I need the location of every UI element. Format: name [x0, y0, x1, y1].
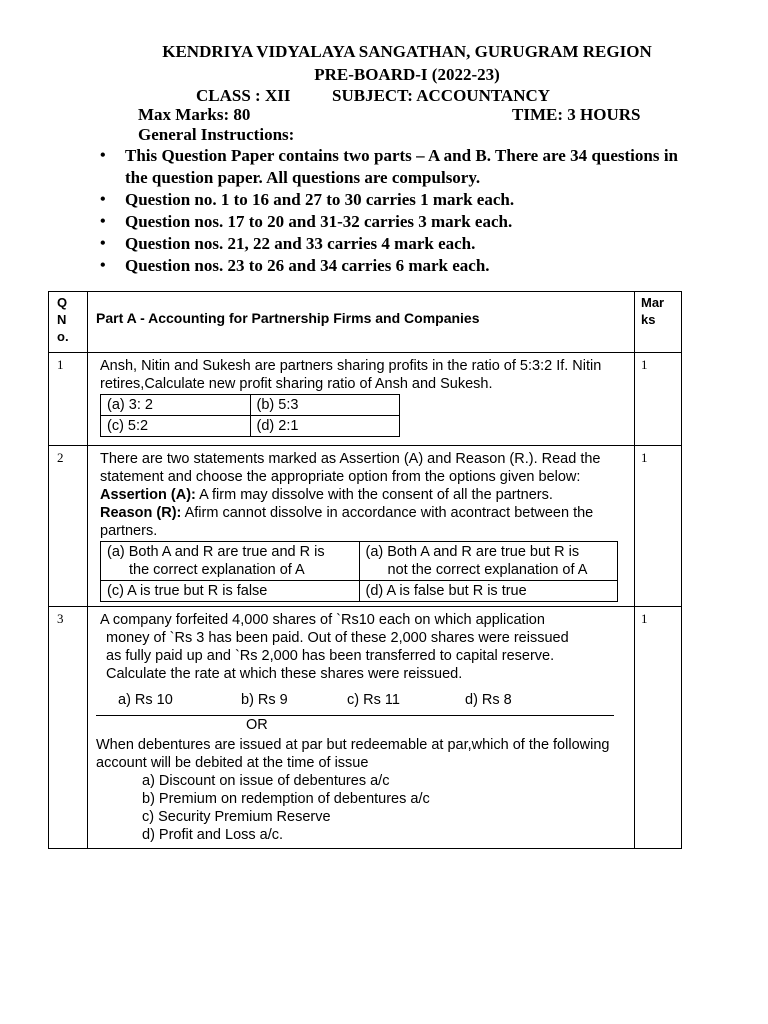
question-text: There are two statements marked as Assertion (A) and Reason (R.). Read the statement and choose the appropriate option from the options given below:	[100, 451, 601, 485]
alternate-option: a) Discount on issue of debentures a/c	[142, 773, 390, 789]
table-header-row	[49, 292, 682, 353]
assertion	[100, 486, 628, 504]
or-label: OR	[246, 717, 268, 733]
questions-table	[48, 291, 682, 849]
instruction-item: • Question nos. 23 to 26 and 34 carries 6 mark each.	[100, 255, 678, 277]
question-marks: 1	[635, 607, 682, 849]
question-marks: 1	[635, 446, 682, 607]
question-body	[88, 607, 635, 849]
qno-header	[49, 292, 88, 353]
school-name: KENDRIYA VIDYALAYA SANGATHAN, GURUGRAM REGION	[162, 42, 652, 61]
question-line: as fully paid up and `Rs 2,000 has been transferred to capital reserve.	[106, 648, 555, 664]
question-text: Ansh, Nitin and Sukesh are partners sharing profits in the ratio of 5:3:2 If. Nitin retires,Calculate new profit sharing ratio of Ansh and Sukesh.	[100, 358, 602, 392]
options-table	[100, 394, 400, 437]
alternate-option: c) Security Premium Reserve	[142, 809, 331, 825]
marks-header-line: Mar	[641, 295, 665, 310]
option-line: not the correct explanation of A	[387, 562, 588, 578]
qno-header-line: N	[57, 312, 67, 327]
option-c: (c) A is true but R is false	[101, 581, 360, 602]
alternate-option: b) Premium on redemption of debentures a/c	[142, 791, 430, 807]
question-row	[49, 446, 682, 607]
exam-title: PRE-BOARD-I (2022-23)	[314, 65, 500, 84]
option-b: b) Rs 9	[241, 692, 288, 708]
option-c: c) Rs 11	[347, 692, 400, 708]
question-number: 3	[49, 607, 88, 849]
class-label: CLASS : XII	[196, 86, 291, 105]
question-text	[96, 611, 628, 683]
question-row	[49, 607, 682, 849]
question-line: A company forfeited 4,000 shares of `Rs10 each on which application	[100, 612, 545, 628]
question-marks: 1	[635, 353, 682, 446]
reason	[100, 504, 628, 540]
question-body	[88, 353, 635, 446]
qno-header-line: Q	[57, 295, 68, 310]
option-c: (c) 5:2	[101, 416, 251, 437]
option-d: (d) 2:1	[250, 416, 400, 437]
question-number: 2	[49, 446, 88, 607]
assertion-text: A firm may dissolve with the consent of all the partners.	[195, 487, 553, 503]
alternate-options-list	[96, 772, 628, 844]
marks-time-line	[138, 105, 658, 125]
instruction-item: • This Question Paper contains two parts – A and B. There are 34 questions in the question paper. All questions are compulsory.	[100, 145, 678, 189]
time-label: TIME: 3 HOURS	[512, 105, 641, 124]
marks-header-line: ks	[641, 312, 656, 327]
instruction-item: • Question nos. 21, 22 and 33 carries 4 mark each.	[100, 233, 678, 255]
instructions-list	[100, 145, 678, 277]
instruction-item: • Question nos. 17 to 20 and 31-32 carries 3 mark each.	[100, 211, 678, 233]
reason-text: Afirm cannot dissolve in accordance with acontract between the partners.	[100, 505, 594, 539]
option-line: (a) Both A and R are true and R is	[107, 544, 325, 560]
subject-label: SUBJECT: ACCOUNTANCY	[332, 86, 551, 105]
instruction-item: • Question no. 1 to 16 and 27 to 30 carries 1 mark each.	[100, 189, 678, 211]
alternate-option: d) Profit and Loss a/c.	[142, 827, 284, 843]
question-number: 1	[49, 353, 88, 446]
option-a	[101, 542, 360, 581]
part-title: Part A - Accounting for Partnership Firms and Companies	[88, 292, 635, 353]
option-b	[359, 542, 618, 581]
option-line: the correct explanation of A	[129, 562, 305, 578]
option-d: d) Rs 8	[465, 692, 512, 708]
option-b: (b) 5:3	[250, 395, 400, 416]
question-line: money of `Rs 3 has been paid. Out of these 2,000 shares were reissued	[106, 630, 569, 646]
class-subject-line	[196, 86, 676, 106]
qno-header-line: o.	[57, 329, 69, 344]
question-row	[49, 353, 682, 446]
alternate-question-text: When debentures are issued at par but redeemable at par,which of the following account will be debited at the time of issue	[96, 737, 610, 771]
assertion-label: Assertion (A):	[100, 487, 196, 503]
question-body	[88, 446, 635, 607]
option-a: (a) 3: 2	[101, 395, 251, 416]
max-marks: Max Marks: 80	[138, 105, 251, 124]
option-a: a) Rs 10	[118, 692, 173, 708]
option-d: (d) A is false but R is true	[359, 581, 618, 602]
reason-label: Reason (R):	[100, 505, 182, 521]
instructions-title: General Instructions:	[138, 125, 295, 144]
question-line: Calculate the rate at which these shares were reissued.	[106, 666, 463, 682]
option-line: (a) Both A and R are true but R is	[365, 544, 580, 560]
marks-header	[635, 292, 682, 353]
options-row	[118, 691, 628, 709]
options-table	[100, 541, 618, 602]
